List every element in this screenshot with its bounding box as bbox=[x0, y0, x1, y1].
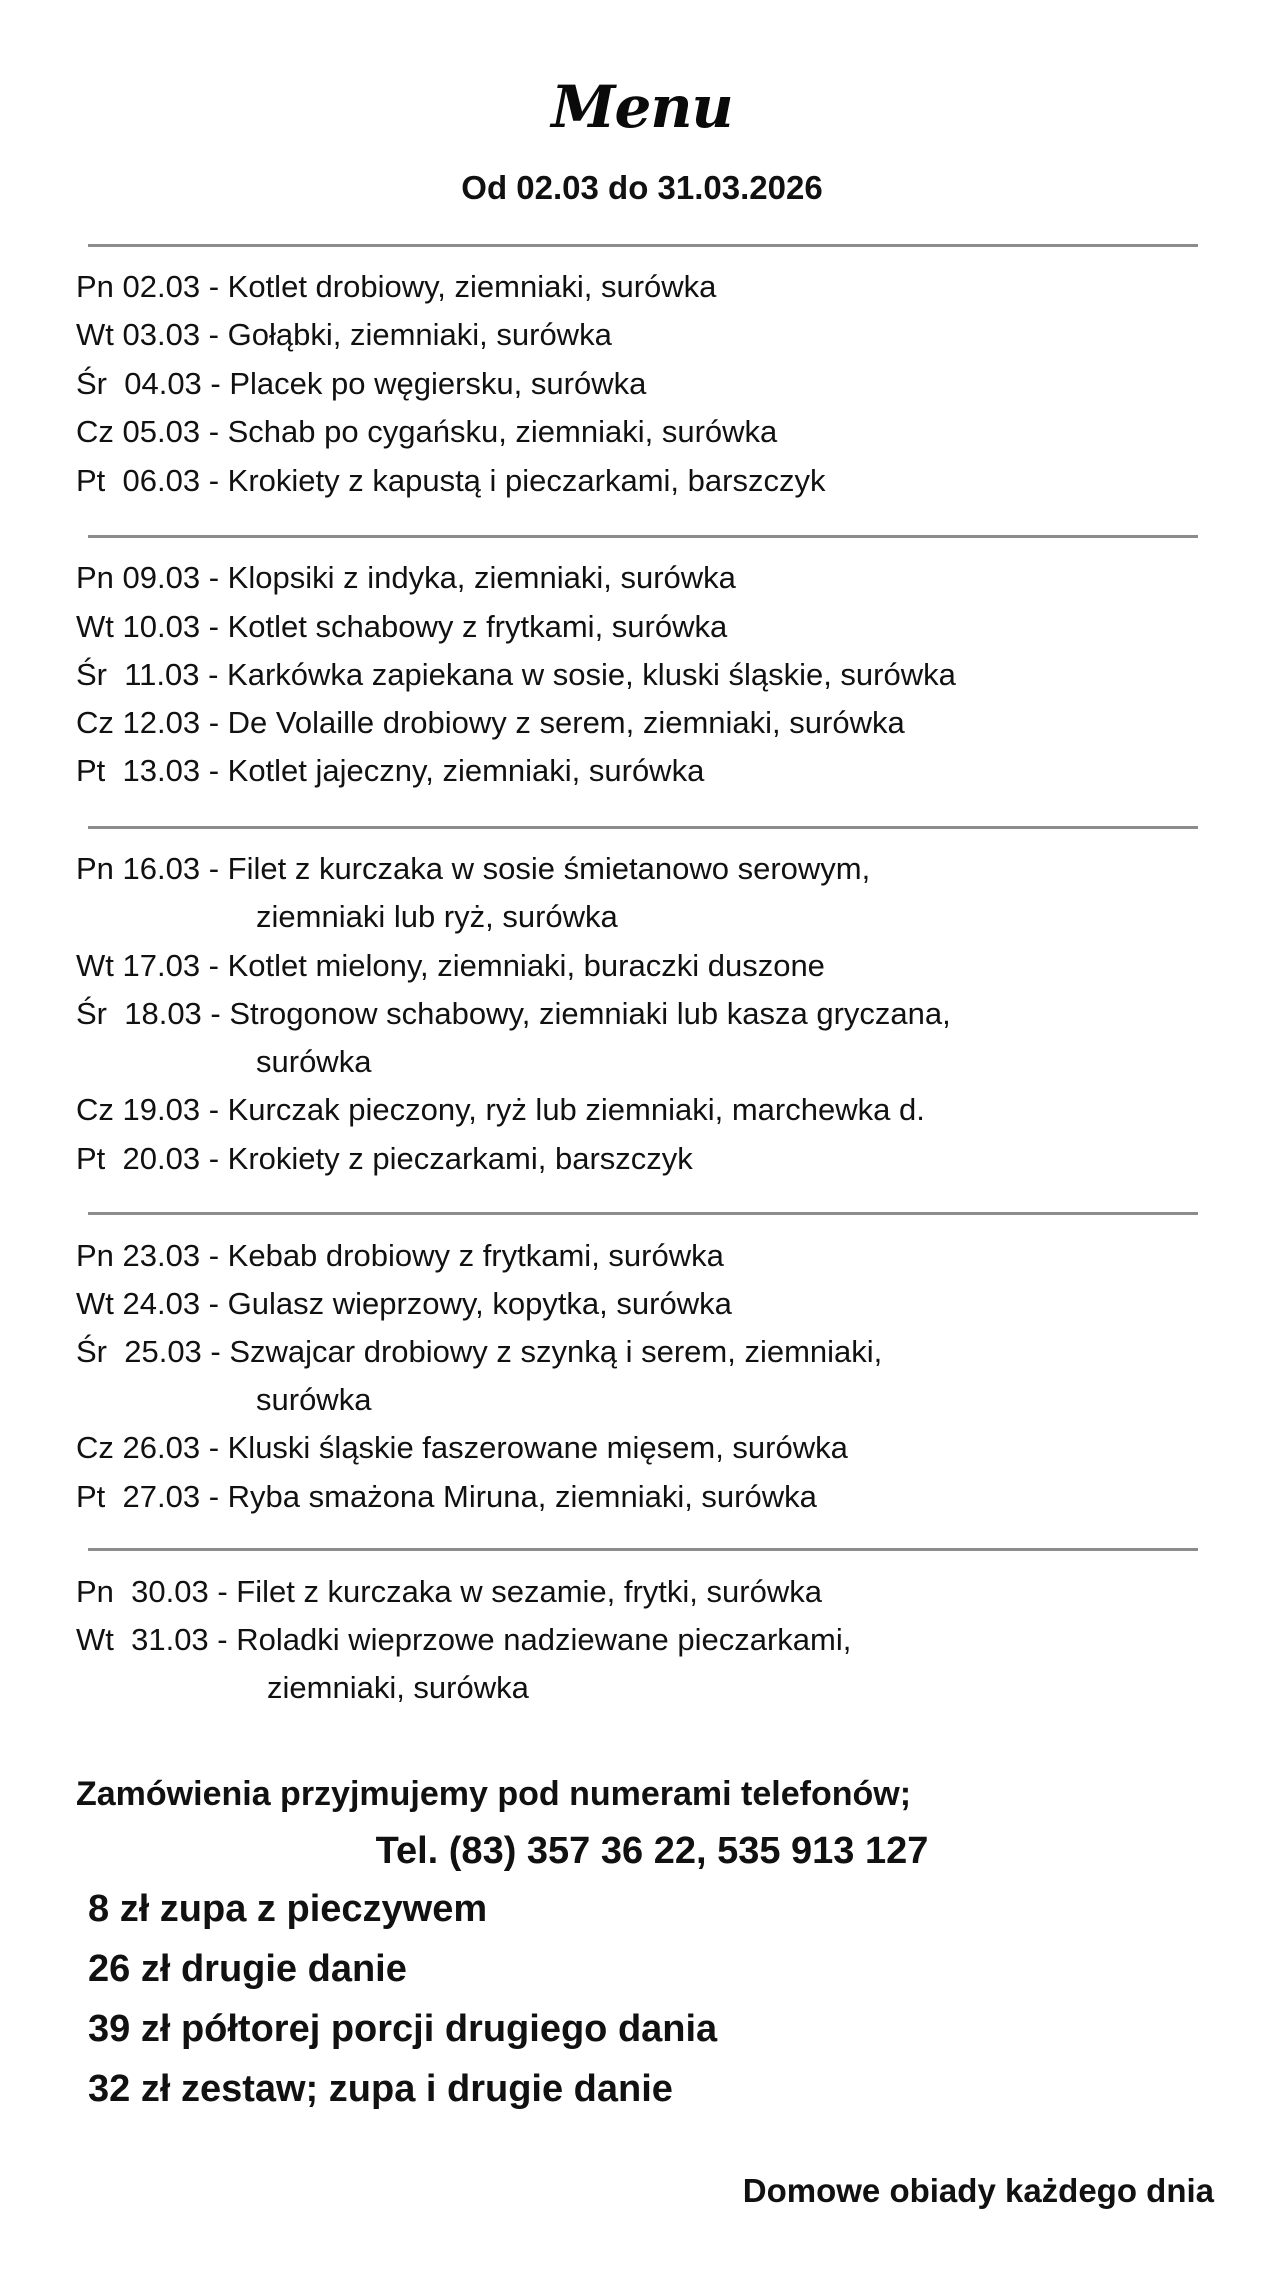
menu-day-line: Wt 10.03 - Kotlet schabowy z frytkami, surówka bbox=[76, 609, 728, 644]
menu-day-line: Wt 31.03 - Roladki wieprzowe nadziewane pieczarkami, bbox=[76, 1622, 852, 1657]
menu-day-continuation: ziemniaki, surówka bbox=[267, 1670, 529, 1705]
menu-title: Menu bbox=[551, 73, 733, 141]
menu-day-continuation: surówka bbox=[256, 1382, 372, 1417]
price-item: 8 zł zupa z pieczywem bbox=[88, 1888, 488, 1930]
menu-day-line: Pn 16.03 - Filet z kurczaka w sosie śmietanowo serowym, bbox=[76, 851, 871, 886]
menu-day-line: Pt 27.03 - Ryba smażona Miruna, ziemniaki, surówka bbox=[76, 1479, 817, 1514]
menu-day-line: Cz 19.03 - Kurczak pieczony, ryż lub ziemniaki, marchewka d. bbox=[76, 1092, 925, 1127]
date-range: Od 02.03 do 31.03.2026 bbox=[461, 169, 823, 206]
menu-day-line: Pn 02.03 - Kotlet drobiowy, ziemniaki, surówka bbox=[76, 269, 717, 304]
menu-day-line: Śr 11.03 - Karkówka zapiekana w sosie, kluski śląskie, surówka bbox=[76, 657, 956, 692]
menu-day-line: Cz 05.03 - Schab po cygańsku, ziemniaki, surówka bbox=[76, 414, 778, 449]
footer-tagline: Domowe obiady każdego dnia bbox=[742, 2172, 1214, 2209]
week-separator bbox=[88, 244, 1198, 247]
week-separator bbox=[88, 1548, 1198, 1551]
menu-day-line: Śr 18.03 - Strogonow schabowy, ziemniaki lub kasza gryczana, bbox=[76, 996, 951, 1031]
menu-day-line: Cz 26.03 - Kluski śląskie faszerowane mięsem, surówka bbox=[76, 1430, 848, 1465]
menu-day-line: Cz 12.03 - De Volaille drobiowy z serem, ziemniaki, surówka bbox=[76, 705, 905, 740]
menu-day-line: Wt 03.03 - Gołąbki, ziemniaki, surówka bbox=[76, 317, 612, 352]
menu-day-line: Pn 23.03 - Kebab drobiowy z frytkami, surówka bbox=[76, 1238, 724, 1273]
week-separator bbox=[88, 826, 1198, 829]
menu-day-continuation: ziemniaki lub ryż, surówka bbox=[256, 899, 618, 934]
week-separator bbox=[88, 1212, 1198, 1215]
menu-day-line: Śr 25.03 - Szwajcar drobiowy z szynką i serem, ziemniaki, bbox=[76, 1334, 883, 1369]
menu-day-line: Pt 13.03 - Kotlet jajeczny, ziemniaki, surówka bbox=[76, 753, 705, 788]
phone-numbers: Tel. (83) 357 36 22, 535 913 127 bbox=[375, 1830, 929, 1872]
price-item: 32 zł zestaw; zupa i drugie danie bbox=[88, 2068, 673, 2110]
menu-day-line: Wt 17.03 - Kotlet mielony, ziemniaki, buraczki duszone bbox=[76, 948, 825, 983]
menu-day-line: Pt 06.03 - Krokiety z kapustą i pieczarkami, barszczyk bbox=[76, 463, 826, 498]
menu-day-line: Pn 09.03 - Klopsiki z indyka, ziemniaki, surówka bbox=[76, 560, 736, 595]
price-item: 39 zł półtorej porcji drugiego dania bbox=[88, 2008, 718, 2050]
menu-day-line: Śr 04.03 - Placek po węgiersku, surówka bbox=[76, 366, 647, 401]
price-item: 26 zł drugie danie bbox=[88, 1948, 407, 1990]
menu-day-line: Pn 30.03 - Filet z kurczaka w sezamie, frytki, surówka bbox=[76, 1574, 822, 1609]
menu-day-line: Wt 24.03 - Gulasz wieprzowy, kopytka, surówka bbox=[76, 1286, 732, 1321]
order-info-label: Zamówienia przyjmujemy pod numerami telefonów; bbox=[76, 1775, 912, 1813]
menu-day-line: Pt 20.03 - Krokiety z pieczarkami, barszczyk bbox=[76, 1141, 693, 1176]
menu-day-continuation: surówka bbox=[256, 1044, 372, 1079]
week-separator bbox=[88, 535, 1198, 538]
